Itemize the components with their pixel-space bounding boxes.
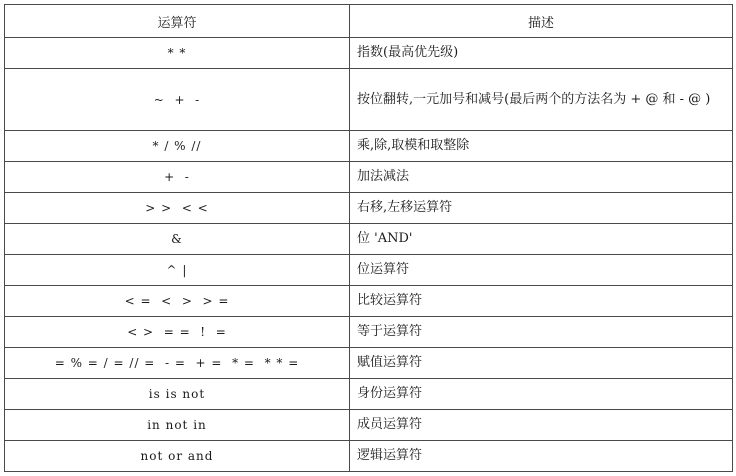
operator-cell: > > < <	[5, 193, 350, 224]
table-row	[5, 224, 733, 255]
operator-cell: + -	[5, 162, 350, 193]
header-operator: 运算符	[5, 5, 350, 38]
table-row	[5, 38, 733, 69]
table-row	[5, 131, 733, 162]
header-row	[5, 5, 733, 38]
description-cell: 乘,除,取模和取整除	[350, 131, 733, 162]
operator-cell: * / % //	[5, 131, 350, 162]
operator-precedence-table	[4, 4, 733, 472]
operator-cell: is is not	[5, 379, 350, 410]
operator-cell: ^ |	[5, 255, 350, 286]
description-cell: 逻辑运算符	[350, 441, 733, 472]
description-cell: 位运算符	[350, 255, 733, 286]
description-cell: 位 'AND'	[350, 224, 733, 255]
table-row	[5, 379, 733, 410]
table-row	[5, 255, 733, 286]
table-row	[5, 286, 733, 317]
operator-cell: &	[5, 224, 350, 255]
description-cell: 指数(最高优先级)	[350, 38, 733, 69]
table-row	[5, 317, 733, 348]
table-row	[5, 441, 733, 472]
table-row	[5, 348, 733, 379]
header-description: 描述	[350, 5, 733, 38]
operator-cell: not or and	[5, 441, 350, 472]
description-cell: 右移,左移运算符	[350, 193, 733, 224]
table-body	[5, 38, 733, 472]
description-cell: 按位翻转,一元加号和减号(最后两个的方法名为 + @ 和 - @ )	[350, 69, 733, 131]
operator-cell: < = < > > =	[5, 286, 350, 317]
description-cell: 赋值运算符	[350, 348, 733, 379]
description-cell: 等于运算符	[350, 317, 733, 348]
operator-cell: * *	[5, 38, 350, 69]
operator-cell: in not in	[5, 410, 350, 441]
table-row	[5, 193, 733, 224]
operator-cell: < > = = ! =	[5, 317, 350, 348]
description-cell: 身份运算符	[350, 379, 733, 410]
description-cell: 成员运算符	[350, 410, 733, 441]
operator-cell: = % = / = // = - = + = * = * * =	[5, 348, 350, 379]
table-row	[5, 410, 733, 441]
description-cell: 比较运算符	[350, 286, 733, 317]
operator-cell: ~ + -	[5, 69, 350, 131]
table-row	[5, 162, 733, 193]
table-row	[5, 69, 733, 131]
table-header	[5, 5, 733, 38]
description-cell: 加法减法	[350, 162, 733, 193]
